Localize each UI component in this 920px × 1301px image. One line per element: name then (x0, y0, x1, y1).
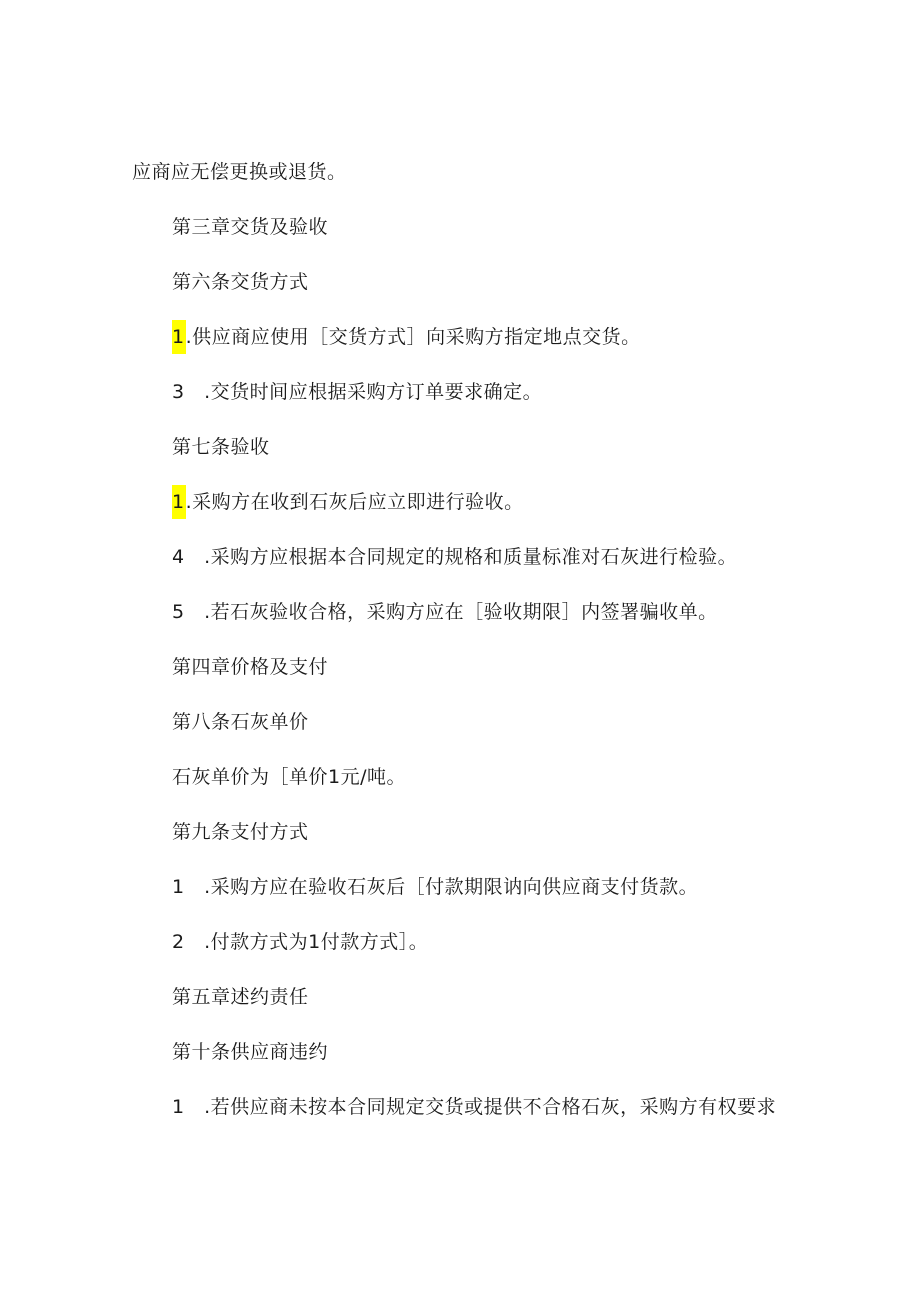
line-text: 第八条石灰单价 (172, 711, 309, 733)
line-text: 第九条支付方式 (172, 821, 309, 843)
line-text: 第五章述约责任 (172, 986, 309, 1008)
line-text: 1 .若供应商未按本合同规定交货或提供不合格石灰，采购方有权要求 (172, 1096, 777, 1118)
line-text: .供应商应使用［交货方式］向采购方指定地点交货。 (185, 326, 641, 348)
article-heading (172, 1040, 328, 1064)
line-text: 5 .若石灰验收合格，采购方应在［验收期限］内签署骗收单。 (172, 601, 718, 623)
article-heading (172, 820, 309, 844)
clause-item (172, 600, 718, 624)
line-text: 1 .采购方应在验收石灰后［付款期限讷向供应商支付货款。 (172, 876, 699, 898)
line-text: .采购方在收到石灰后应立即进行验收。 (185, 491, 524, 513)
line-text: 2 .付款方式为1付款方式］。 (172, 931, 429, 953)
chapter-heading (172, 655, 328, 679)
article-heading (172, 435, 270, 459)
clause-item (172, 765, 406, 789)
clause-item (172, 875, 698, 899)
article-heading (172, 710, 309, 734)
line-text: 第四章价格及支付 (172, 656, 329, 678)
chapter-heading (172, 215, 328, 239)
clause-item (172, 1095, 776, 1119)
clause-item (172, 380, 542, 404)
clause-item (172, 930, 428, 954)
line-text: 应商应无偿更换或退货。 (132, 161, 347, 183)
line-text: 4 .采购方应根据本合同规定的规格和质量标准对石灰进行检验。 (172, 546, 738, 568)
clause-item (172, 490, 524, 519)
line-text: 第三章交货及验收 (172, 216, 329, 238)
paragraph-continuation (132, 160, 347, 184)
chapter-heading (172, 985, 309, 1009)
clause-item (172, 545, 737, 569)
highlighted-number-marker: 1 (172, 320, 186, 354)
line-text: 第七条验收 (172, 436, 270, 458)
article-heading (172, 270, 309, 294)
line-text: 石灰单价为［单价1元/吨。 (172, 766, 406, 788)
line-text: 第六条交货方式 (172, 271, 309, 293)
line-text: 3 .交货时间应根据采购方订单要求确定。 (172, 381, 543, 403)
highlighted-number-marker: 1 (172, 485, 186, 519)
clause-item (172, 325, 641, 354)
line-text: 第十条供应商违约 (172, 1041, 329, 1063)
